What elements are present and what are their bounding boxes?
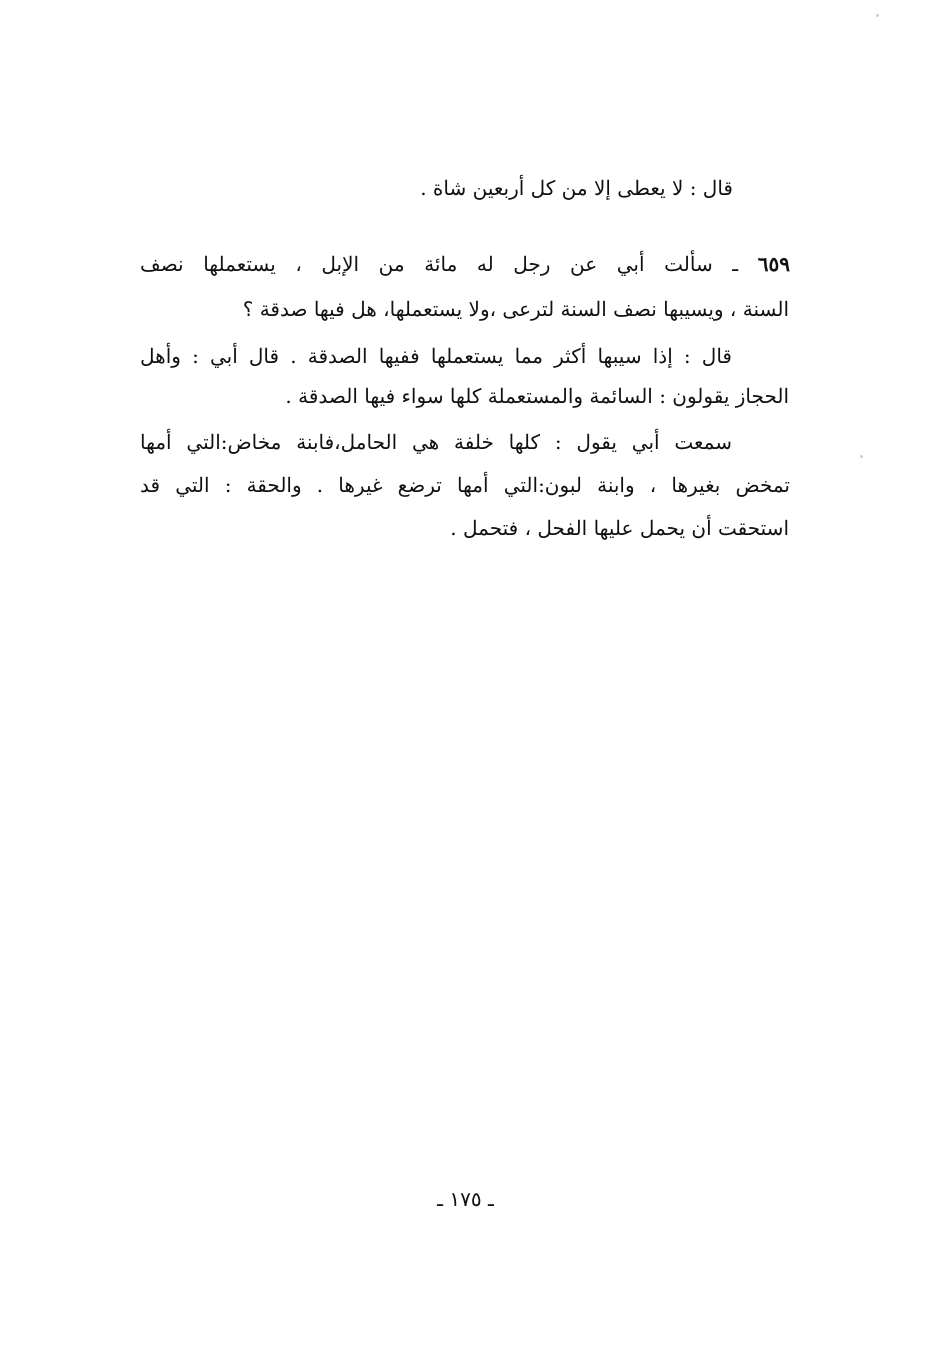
explanation-line-2: تمخض بغيرها ، وابنة لبون:التي أمها ترضع غيرها . والحقة : التي قد <box>140 473 790 497</box>
intro-line: قال : لا يعطى إلا من كل أربعين شاة . <box>420 176 733 200</box>
explanation-line-3: استحقت أن يحمل عليها الفحل ، فتحمل . <box>450 516 789 540</box>
answer-line-1: قال : إذا سيبها أكثر مما يستعملها ففيها الصدقة . قال أبي : وأهل <box>140 344 732 368</box>
question-659-text: ـ سألت أبي عن رجل له مائة من الإبل ، يستعملها نصف <box>140 252 758 276</box>
question-659-line-2: السنة ، ويسيبها نصف السنة لترعى ،ولا يستعملها، هل فيها صدقة ؟ <box>242 297 789 321</box>
scan-speck <box>876 14 879 17</box>
scan-speck <box>860 455 863 458</box>
entry-number: ٦٥٩ <box>757 252 790 276</box>
explanation-line-1: سمعت أبي يقول : كلها خلفة هي الحامل،فابنة مخاض:التي أمها <box>140 430 732 454</box>
page-number: ـ ١٧٥ ـ <box>437 1187 494 1211</box>
answer-line-2: الحجاز يقولون : السائمة والمستعملة كلها سواء فيها الصدقة . <box>285 384 789 408</box>
question-659-line-1 <box>140 248 790 280</box>
